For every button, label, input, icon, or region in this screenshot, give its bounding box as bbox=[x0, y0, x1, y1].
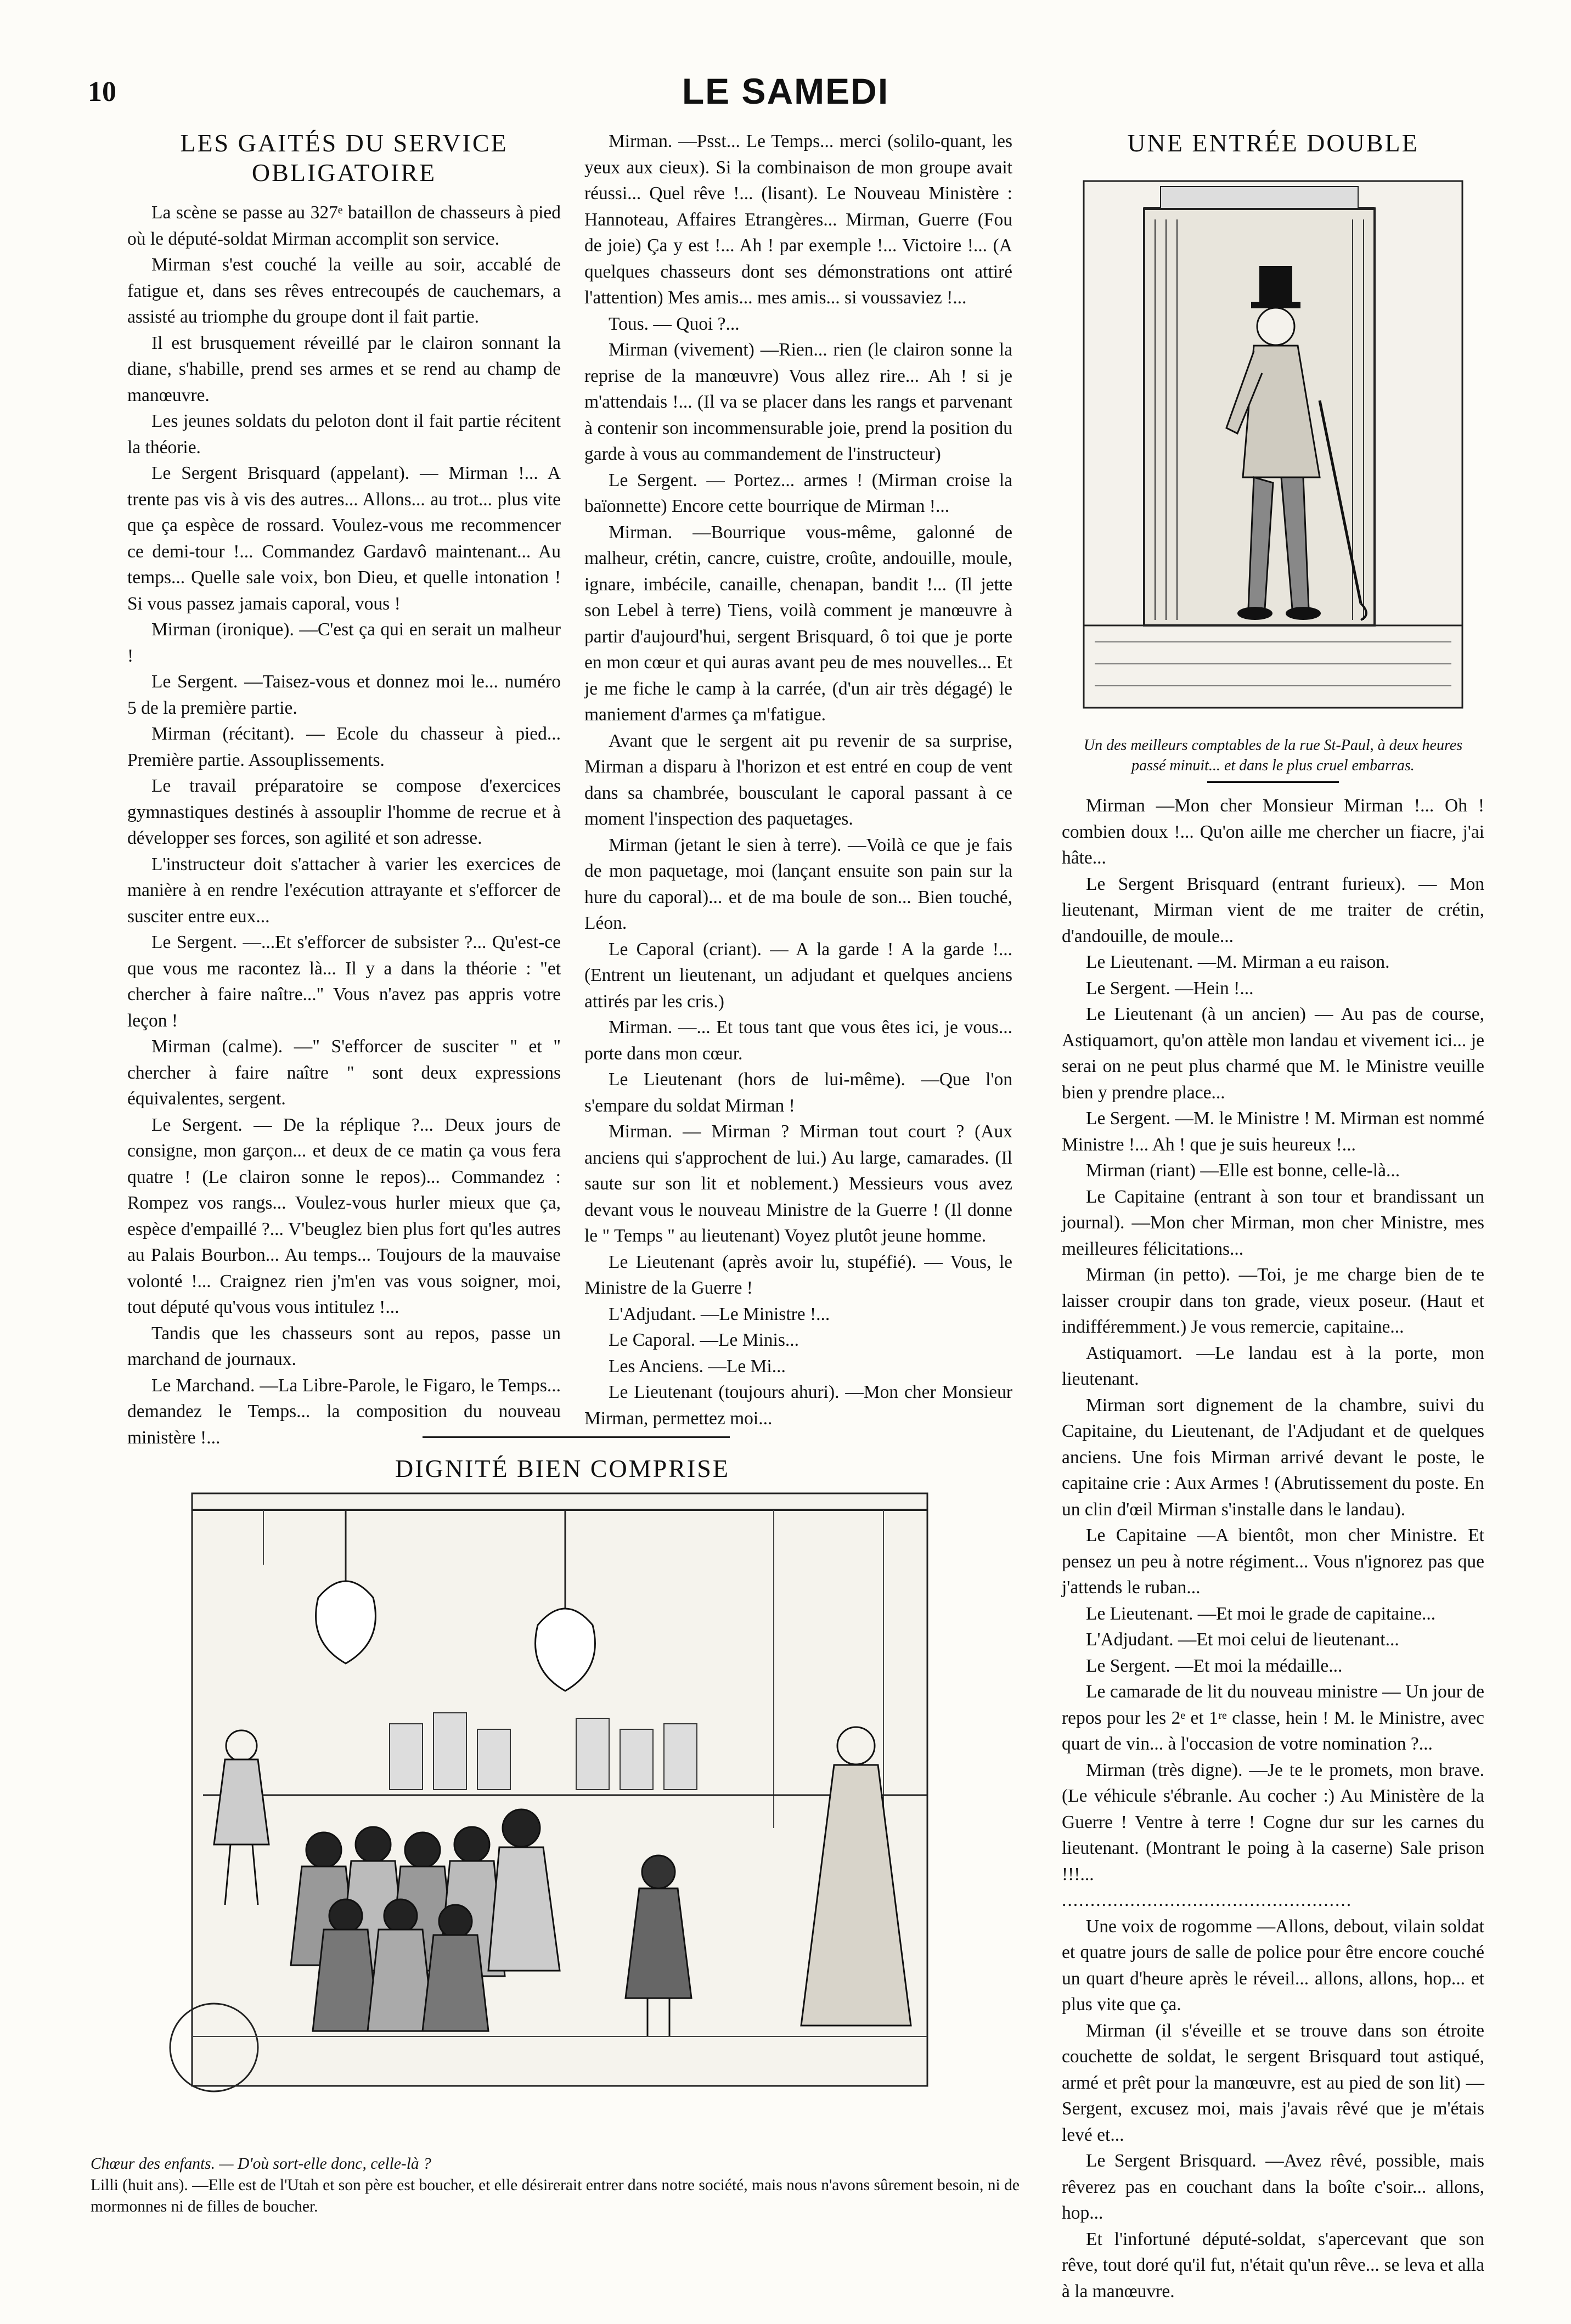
paragraph: Mirman. —Psst... Le Temps... merci (solilo-quant, les yeux aux cieux). Si la combinaison de mon groupe avait réussi... Quel rêve !... (lisant). Le Nouveau Ministère : Hannoteau, Affaires Etrangères... Mirman, Guerre (Fou de joie) Ça y est !... Ah ! par exemple !... Victoire !... (A quelques chasseurs dont ses démonstrations ont attiré l'attention) Mes amis... mes amis... si voussaviez !... bbox=[584, 131, 1012, 308]
caption-line-2: Lilli (huit ans). —Elle est de l'Utah et son père est boucher, et elle désirerait entrer dans notre société, mais nous n'avons sûrement besoin, ni de mormonnes ni de filles de boucher. bbox=[91, 2176, 1020, 2215]
paragraph: Mirman (calme). —" S'efforcer de susciter " et " chercher à faire naître " sont deux expressions équivalentes, sergent. bbox=[127, 1036, 561, 1109]
article1-body bbox=[127, 200, 561, 1451]
paragraph: L'Adjudant. —Et moi celui de lieutenant... bbox=[1086, 1629, 1399, 1650]
caption-line-1: Chœur des enfants. — D'où sort-elle donc, celle-là ? bbox=[91, 2155, 431, 2173]
section-divider bbox=[423, 1436, 730, 1438]
paragraph: Le Marchand. —La Libre-Parole, le Figaro, le Temps... demandez le Temps... la composition du nouveau ministère !... bbox=[127, 1375, 561, 1448]
paragraph: Mirman (riant) —Elle est bonne, celle-là... bbox=[1086, 1160, 1400, 1181]
paragraph: Le camarade de lit du nouveau ministre — Un jour de repos pour les 2ᵉ et 1ʳᵉ classe, hein ! M. le Ministre, avec quart de vin... à l'occasion de votre nomination ?... bbox=[1062, 1682, 1484, 1754]
paragraph: Mirman (in petto). —Toi, je me charge bien de te laisser croupir dans ton grade, vieux poseur. (Haut et indifféremment.) Je vous remercie, capitaine... bbox=[1062, 1265, 1484, 1337]
paragraph: L'instructeur doit s'attacher à varier les exercices de manière à en rendre l'exécution attrayante et s'efforcer de susciter entre eux... bbox=[127, 854, 561, 927]
paragraph: Le Sergent. — De la réplique ?... Deux jours de consigne, mon garçon... et deux de ce matin ça vous fera quatre ! (Le clairon sonne le repos)... Commandez : Rompez vos rangs... Voulez-vous hurler mieux que ça, espèce d'empaillé ?... V'beuglez bien plus fort qu'les autres au Palais Bourbon... Au temps... Toujours de la mauvaise volonté !... Craignez rien j'm'en vas vous soigner, moi, tout député qu'vous vous intitulez !... bbox=[127, 1114, 561, 1317]
paragraph: Mirman. —... Et tous tant que vous êtes ici, je vous... porte dans mon cœur. bbox=[584, 1017, 1012, 1064]
caption-rule bbox=[1207, 781, 1339, 783]
paragraph: Et l'infortuné député-soldat, s'apercevant que son rêve, tout doré qu'il fut, n'était qu'un rêve... se leva et alla à la manœuvre. bbox=[1062, 2229, 1484, 2302]
article1-body-continued bbox=[584, 128, 1012, 1431]
paragraph: Mirman —Mon cher Monsieur Mirman !... Oh ! combien doux !... Qu'on aille me chercher un fiacre, j'ai hâte... bbox=[1062, 796, 1484, 868]
article3-caption bbox=[91, 2153, 1056, 2218]
paragraph: Mirman. —Bourrique vous-même, galonné de malheur, crétin, cancre, cuistre, croûte, andouille, moule, ignare, imbécile, canaille, chenapan, bandit !... (Il jette son Lebel à terre) Tiens, voilà comment je manœuvre à partir d'aujourd'hui, sergent Brisquard, ô toi que je porte en mon cœur et qui auras avant peu de mes nouvelles... Et je me fiche le camp à la carrée, (d'un air très dégagé) le maniement d'armes ça m'fatigue. bbox=[584, 522, 1012, 725]
paragraph: Le Sergent. —...Et s'efforcer de subsister ?... Qu'est-ce que vous me racontez là... Il y a dans la théorie : "et chercher à faire naître..." Vous n'avez pas appris votre leçon ! bbox=[127, 932, 561, 1031]
article1-title: LES GAITÉS DU SERVICE OBLIGATOIRE bbox=[180, 129, 508, 187]
paragraph: La scène se passe au 327ᵉ bataillon de chasseurs à pied où le député-soldat Mirman accomplit son service. bbox=[127, 202, 561, 249]
paragraph: Mirman (vivement) —Rien... rien (le clairon sonne la reprise de la manœuvre) Vous allez rire... Ah ! si je m'attendais !... (Il va se placer dans les rangs et parvenant à contenir son incommensurable joie, prend la position du garde à vous au commandement de l'instructeur) bbox=[584, 340, 1012, 464]
paragraph: Le Lieutenant (après avoir lu, stupéfié). — Vous, le Ministre de la Guerre ! bbox=[584, 1251, 1012, 1298]
paragraph: Les Anciens. —Le Mi... bbox=[609, 1356, 786, 1377]
paragraph: Mirman (ironique). —C'est ça qui en serait un malheur ! bbox=[127, 619, 561, 666]
paragraph: Mirman sort dignement de la chambre, suivi du Capitaine, du Lieutenant, de l'Adjudant et de quelques anciens. Une fois Mirman arrivé devant le poste, le capitaine crie : Aux Armes ! (Abrutissement du poste. En un clin d'œil Mirman s'installe dans le landau). bbox=[1062, 1395, 1484, 1520]
paragraph: Le Lieutenant. —Et moi le grade de capitaine... bbox=[1086, 1603, 1436, 1624]
article3-block bbox=[82, 1454, 1043, 2173]
article-column-1 bbox=[127, 128, 561, 1451]
paragraph: Les jeunes soldats du peloton dont il fait partie récitent la théorie. bbox=[127, 411, 561, 458]
page-number: 10 bbox=[88, 76, 116, 108]
paragraph: Le Sergent. — Portez... armes ! (Mirman croise la baïonnette) Encore cette bourrique de Mirman !... bbox=[584, 470, 1012, 516]
article2-body bbox=[1062, 793, 1484, 2304]
masthead-title: LE SAMEDI bbox=[682, 71, 889, 111]
paragraph: Le travail préparatoire se compose d'exercices gymnastiques destinés à assouplir l'homme de recrue et à développer ses forces, son agilité et son adresse. bbox=[127, 776, 561, 848]
article-column-3 bbox=[1062, 128, 1484, 2304]
paragraph: Le Sergent. —Hein !... bbox=[1086, 978, 1254, 999]
bookkeeper-illustration bbox=[1062, 170, 1484, 730]
paragraph: Mirman (récitant). — Ecole du chasseur à pied... Première partie. Assouplissements. bbox=[127, 724, 561, 770]
paragraph: Le Caporal (criant). — A la garde ! A la garde !... (Entrent un lieutenant, un adjudant et quelques anciens attirés par les cris.) bbox=[584, 939, 1012, 1012]
paragraph: Mirman. — Mirman ? Mirman tout court ? (Aux anciens qui s'approchent de lui.) Au large, camarades. (Il saute sur son lit et noblement.) Messieurs vous avez devant vous le nouveau Ministre de la Guerre ! (Il donne le " Temps " au lieutenant) Voyez plutôt jeune homme. bbox=[584, 1121, 1012, 1246]
paragraph: Le Sergent. —Et moi la médaille... bbox=[1086, 1655, 1343, 1676]
paragraph: Une voix de rogomme —Allons, debout, vilain soldat et quatre jours de salle de police pour être encore couché un quart d'heure après le réveil... allons, allons, hop... et plus vite que ça. bbox=[1062, 1916, 1484, 2015]
paragraph: Le Lieutenant (hors de lui-même). —Que l'on s'empare du soldat Mirman ! bbox=[584, 1069, 1012, 1116]
paragraph: Le Sergent Brisquard. —Avez rêvé, possible, mais rêverez pas en couchant dans la boîte c'soir... allons, hop... bbox=[1062, 2151, 1484, 2223]
paragraph: Le Sergent Brisquard (entrant furieux). — Mon lieutenant, Mirman vient de me traiter de crétin, d'andouille, de moule... bbox=[1062, 873, 1484, 946]
paragraph: Le Caporal. —Le Minis... bbox=[609, 1330, 799, 1350]
paragraph: Le Capitaine (entrant à son tour et brandissant un journal). —Mon cher Mirman, mon cher Ministre, mes meilleures félicitations... bbox=[1062, 1186, 1484, 1259]
paragraph: Le Lieutenant (toujours ahuri). —Mon cher Monsieur Mirman, permettez moi... bbox=[584, 1382, 1012, 1429]
article3-title: DIGNITÉ BIEN COMPRISE bbox=[395, 1454, 730, 1482]
paragraph: Le Lieutenant (à un ancien) — Au pas de course, Astiquamort, qu'on attèle mon landau et vivement ici... je serai on ne peut plus charmé que M. le Ministre veuille bien y prendre place... bbox=[1062, 1004, 1484, 1103]
paragraph: Le Lieutenant. —M. Mirman a eu raison. bbox=[1086, 952, 1390, 972]
article2-title: UNE ENTRÉE DOUBLE bbox=[1127, 129, 1419, 157]
paragraph: Le Sergent Brisquard (appelant). — Mirman !... A trente pas vis à vis des autres... Allons... au trot... plus vite que ça espèce de rossard. Voulez-vous me recommencer ce demi-tour !... Commandez Gardavô maintenant... Au temps... Quelle sale voix, bon Dieu, et quelle intonation ! Si vous passez jamais caporal, vous ! bbox=[127, 463, 561, 614]
paragraph: Mirman (jetant le sien à terre). —Voilà ce que je fais de mon paquetage, moi (lançant ensuite son pain sur la hure du caporal)... et de ma boule de son... Bien touché, Léon. bbox=[584, 834, 1012, 933]
paragraph: Mirman (très digne). —Je te le promets, mon brave. (Le véhicule s'ébranle. Au cocher :) Au Ministère de la Guerre ! Ventre à terre ! Cogne dur sur les carnes du lieutenant. (Montrant le poing à la caserne) Sale prison !!!... bbox=[1062, 1759, 1484, 1885]
paragraph: Mirman s'est couché la veille au soir, accablé de fatigue et, dans ses rêves entrecoupés de cauchemars, a assisté au triomphe du groupe dont il fait partie. bbox=[127, 255, 561, 327]
children-illustration bbox=[82, 1488, 1043, 2097]
paragraph: Il est brusquement réveillé par le clairon sonnant la diane, s'habille, prend ses armes et se rend au champ de manœuvre. bbox=[127, 332, 561, 405]
bookkeeper-caption: Un des meilleurs comptables de la rue St-Paul, à deux heures passé minuit... et dans le plus cruel embarras. bbox=[1083, 737, 1463, 774]
paragraph: Le Sergent. —Taisez-vous et donnez moi le... numéro 5 de la première partie. bbox=[127, 672, 561, 718]
paragraph: L'Adjudant. —Le Ministre !... bbox=[609, 1304, 830, 1324]
paragraph: Mirman (il s'éveille et se trouve dans son étroite couchette de soldat, le sergent Brisquard tout astiqué, armé et prêt pour la manœuvre, est au pied de son lit) —Sergent, excusez moi, mais j'avais rêvé que je m'étais levé et... bbox=[1062, 2020, 1484, 2145]
paragraph: Le Sergent. —M. le Ministre ! M. Mirman est nommé Ministre !... Ah ! que je suis heureux !... bbox=[1062, 1108, 1484, 1155]
article-column-2 bbox=[584, 128, 1012, 1431]
paragraph: Astiquamort. —Le landau est à la porte, mon lieutenant. bbox=[1062, 1342, 1484, 1389]
paragraph: ................................................... bbox=[1062, 1890, 1353, 1910]
paragraph: Le Capitaine —A bientôt, mon cher Ministre. Et pensez un peu à notre régiment... Vous n'ignorez pas que j'attends le ruban... bbox=[1062, 1525, 1484, 1598]
paragraph: Tous. — Quoi ?... bbox=[609, 313, 740, 334]
paragraph: Avant que le sergent ait pu revenir de sa surprise, Mirman a disparu à l'horizon et est entré en coup de vent dans sa chambrée, bousculant le caporal passant à ce moment l'inspection des paquetages. bbox=[584, 730, 1012, 829]
paragraph: Tandis que les chasseurs sont au repos, passe un marchand de journaux. bbox=[127, 1323, 561, 1369]
